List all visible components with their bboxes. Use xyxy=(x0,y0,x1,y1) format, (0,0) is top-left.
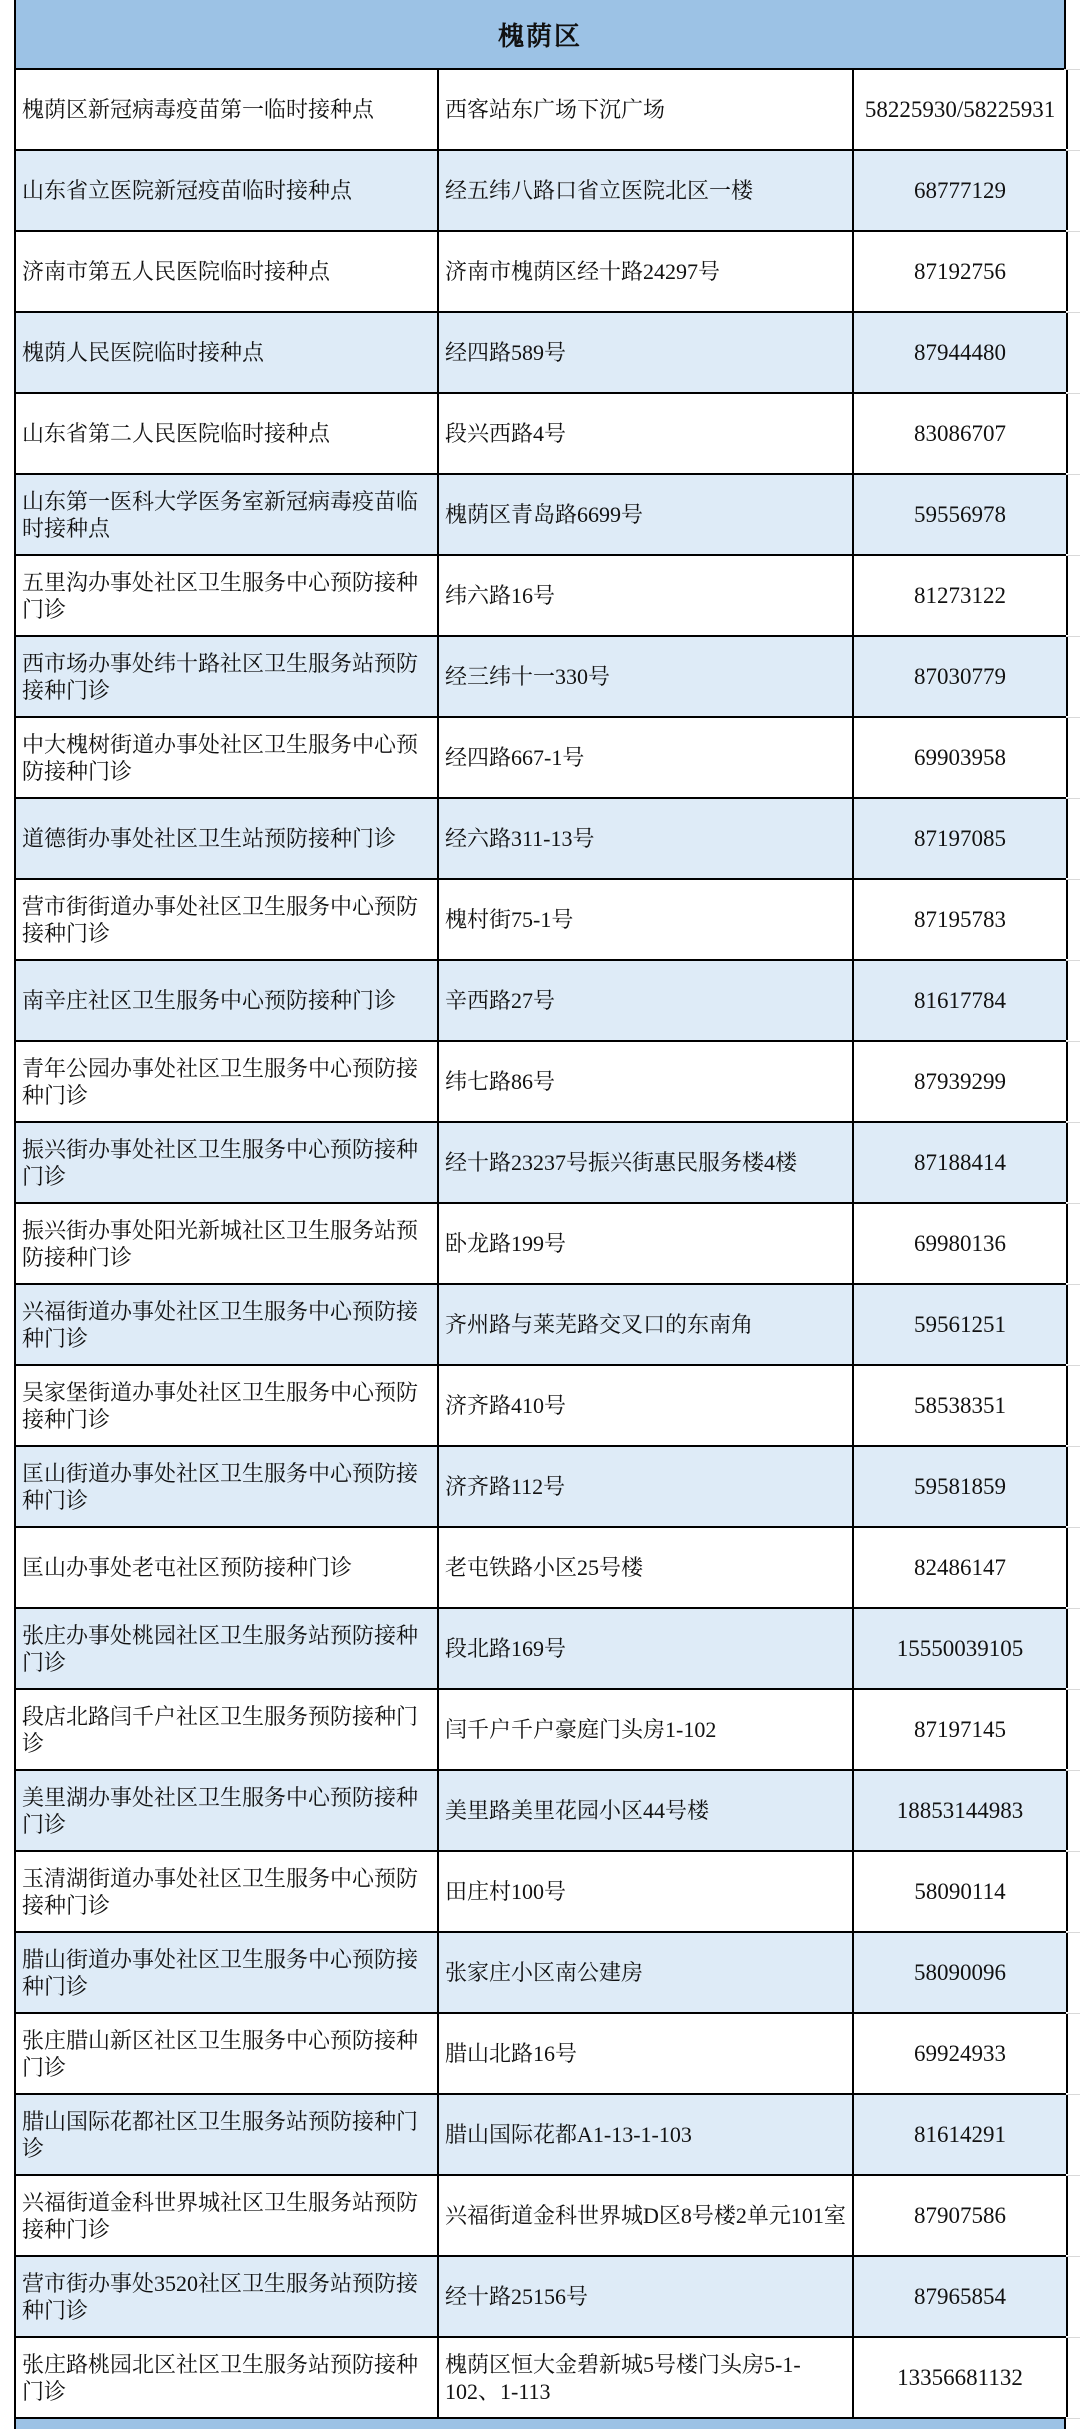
phone-cell xyxy=(854,637,1068,716)
address-cell xyxy=(439,1042,854,1121)
address-cell-text: 经十路25156号 xyxy=(445,2284,589,2309)
phone-cell xyxy=(854,2257,1068,2336)
phone-cell-text: 18853144983 xyxy=(896,1798,1024,1823)
table-row xyxy=(16,475,1066,556)
table-row xyxy=(16,394,1066,475)
site-name-cell xyxy=(16,718,439,797)
site-name-cell xyxy=(16,1933,439,2012)
table-row xyxy=(16,1204,1066,1285)
phone-cell xyxy=(854,1123,1068,1202)
address-cell-text: 张家庄小区南公建房 xyxy=(445,1960,644,1985)
phone-cell-text: 68777129 xyxy=(914,178,1006,203)
site-name-cell xyxy=(16,556,439,635)
phone-cell-text: 87188414 xyxy=(914,1150,1006,1175)
phone-cell-text: 87944480 xyxy=(914,340,1006,365)
address-cell xyxy=(439,1204,854,1283)
site-name-cell-text: 青年公园办事处社区卫生服务中心预防接种门诊 xyxy=(22,1055,419,1108)
address-cell xyxy=(439,2176,854,2255)
phone-cell-text: 15550039105 xyxy=(896,1636,1024,1661)
phone-cell xyxy=(854,1285,1068,1364)
site-name-cell-text: 南辛庄社区卫生服务中心预防接种门诊 xyxy=(22,988,397,1013)
vaccination-sites-table xyxy=(14,0,1066,2429)
site-name-cell-text: 槐荫区新冠病毒疫苗第一临时接种点 xyxy=(22,97,375,122)
table-row xyxy=(16,2095,1066,2176)
address-cell-text: 槐荫区恒大金碧新城5号楼门头房5-1-102、1-113 xyxy=(445,2351,801,2404)
address-cell-text: 经四路589号 xyxy=(445,340,567,365)
site-name-cell xyxy=(16,1852,439,1931)
address-cell xyxy=(439,880,854,959)
site-name-cell xyxy=(16,1690,439,1769)
site-name-cell xyxy=(16,1528,439,1607)
site-name-cell-text: 营市街街道办事处社区卫生服务中心预防接种门诊 xyxy=(22,893,419,946)
address-cell xyxy=(439,394,854,473)
site-name-cell-text: 中大槐树街道办事处社区卫生服务中心预防接种门诊 xyxy=(22,731,419,784)
site-name-cell xyxy=(16,799,439,878)
phone-cell xyxy=(854,556,1068,635)
table-row xyxy=(16,70,1066,151)
phone-cell xyxy=(854,1204,1068,1283)
phone-cell xyxy=(854,1366,1068,1445)
phone-cell xyxy=(854,70,1068,149)
phone-cell-text: 59556978 xyxy=(914,502,1006,527)
address-cell-text: 段兴西路4号 xyxy=(445,421,567,446)
site-name-cell-text: 道德街办事处社区卫生站预防接种门诊 xyxy=(22,826,397,851)
address-cell xyxy=(439,799,854,878)
phone-cell xyxy=(854,961,1068,1040)
site-name-cell xyxy=(16,70,439,149)
phone-cell-text: 87195783 xyxy=(914,907,1006,932)
phone-cell-text: 87192756 xyxy=(914,259,1006,284)
address-cell-text: 经三纬十一330号 xyxy=(445,664,611,689)
table-row xyxy=(16,1285,1066,1366)
phone-cell-text: 69903958 xyxy=(914,745,1006,770)
address-cell xyxy=(439,1852,854,1931)
table-row xyxy=(16,1528,1066,1609)
address-cell-text: 老屯铁路小区25号楼 xyxy=(445,1555,644,1580)
phone-cell-text: 87965854 xyxy=(914,2284,1006,2309)
address-cell xyxy=(439,637,854,716)
phone-cell-text: 13356681132 xyxy=(897,2365,1023,2390)
phone-cell-text: 81617784 xyxy=(914,988,1006,1013)
site-name-cell-text: 济南市第五人民医院临时接种点 xyxy=(22,259,331,284)
address-cell xyxy=(439,1528,854,1607)
table-row xyxy=(16,1771,1066,1852)
site-name-cell xyxy=(16,1609,439,1688)
address-cell-text: 西客站东广场下沉广场 xyxy=(445,97,666,122)
site-name-cell-text: 段店北路闫千户社区卫生服务预防接种门诊 xyxy=(22,1703,419,1756)
phone-cell xyxy=(854,2095,1068,2174)
address-cell xyxy=(439,2095,854,2174)
phone-cell-text: 59561251 xyxy=(914,1312,1006,1337)
phone-cell-text: 69980136 xyxy=(914,1231,1006,1256)
site-name-cell-text: 兴福街道金科世界城社区卫生服务站预防接种门诊 xyxy=(22,2189,419,2242)
site-name-cell-text: 振兴街办事处社区卫生服务中心预防接种门诊 xyxy=(22,1136,419,1189)
phone-cell-text: 81273122 xyxy=(914,583,1006,608)
table-row xyxy=(16,232,1066,313)
site-name-cell xyxy=(16,2014,439,2093)
address-cell xyxy=(439,556,854,635)
phone-cell xyxy=(854,232,1068,311)
phone-cell xyxy=(854,799,1068,878)
table-row xyxy=(16,880,1066,961)
phone-cell-text: 82486147 xyxy=(914,1555,1006,1580)
address-cell-text: 腊山国际花都A1-13-1-103 xyxy=(445,2122,692,2147)
address-cell-text: 经六路311-13号 xyxy=(445,826,595,851)
table-row xyxy=(16,718,1066,799)
table-row xyxy=(16,2338,1066,2419)
address-cell-text: 济南市槐荫区经十路24297号 xyxy=(445,259,721,284)
site-name-cell xyxy=(16,394,439,473)
site-name-cell xyxy=(16,1042,439,1121)
address-cell-text: 段北路169号 xyxy=(445,1636,567,1661)
address-cell-text: 纬六路16号 xyxy=(445,583,556,608)
phone-cell xyxy=(854,1771,1068,1850)
phone-cell xyxy=(854,1609,1068,1688)
site-name-cell-text: 兴福街道办事处社区卫生服务中心预防接种门诊 xyxy=(22,1298,419,1351)
address-cell-text: 纬七路86号 xyxy=(445,1069,556,1094)
site-name-cell xyxy=(16,880,439,959)
address-cell-text: 经四路667-1号 xyxy=(445,745,585,770)
site-name-cell-text: 玉清湖街道办事处社区卫生服务中心预防接种门诊 xyxy=(22,1865,419,1918)
table-row xyxy=(16,313,1066,394)
address-cell-text: 经五纬八路口省立医院北区一楼 xyxy=(445,178,754,203)
phone-cell xyxy=(854,2338,1068,2417)
phone-cell xyxy=(854,1690,1068,1769)
phone-cell-text: 81614291 xyxy=(914,2122,1006,2147)
phone-cell-text: 59581859 xyxy=(914,1474,1006,1499)
address-cell xyxy=(439,1447,854,1526)
phone-cell xyxy=(854,475,1068,554)
site-name-cell-text: 张庄办事处桃园社区卫生服务站预防接种门诊 xyxy=(22,1622,419,1675)
table-row xyxy=(16,1447,1066,1528)
table-row xyxy=(16,2014,1066,2095)
site-name-cell xyxy=(16,1204,439,1283)
site-name-cell-text: 张庄路桃园北区社区卫生服务站预防接种门诊 xyxy=(22,2351,419,2404)
table-row xyxy=(16,637,1066,718)
address-cell-text: 齐州路与莱芜路交叉口的东南角 xyxy=(445,1312,754,1337)
phone-cell xyxy=(854,880,1068,959)
address-cell-text: 腊山北路16号 xyxy=(445,2041,578,2066)
phone-cell xyxy=(854,1042,1068,1121)
site-name-cell-text: 五里沟办事处社区卫生服务中心预防接种门诊 xyxy=(22,569,419,622)
site-name-cell-text: 腊山国际花都社区卫生服务站预防接种门诊 xyxy=(22,2108,419,2161)
site-name-cell xyxy=(16,1366,439,1445)
site-name-cell xyxy=(16,2176,439,2255)
site-name-cell xyxy=(16,313,439,392)
table-row xyxy=(16,151,1066,232)
phone-cell xyxy=(854,394,1068,473)
phone-cell-text: 87907586 xyxy=(914,2203,1006,2228)
phone-cell-text: 69924933 xyxy=(914,2041,1006,2066)
site-name-cell xyxy=(16,475,439,554)
site-name-cell-text: 营市街办事处3520社区卫生服务站预防接种门诊 xyxy=(22,2270,419,2323)
table-row xyxy=(16,1366,1066,1447)
address-cell xyxy=(439,1285,854,1364)
site-name-cell-text: 吴家堡街道办事处社区卫生服务中心预防接种门诊 xyxy=(22,1379,419,1432)
address-cell xyxy=(439,70,854,149)
phone-cell xyxy=(854,313,1068,392)
next-section-header-partial xyxy=(16,2419,1066,2429)
address-cell xyxy=(439,2257,854,2336)
phone-cell xyxy=(854,718,1068,797)
phone-cell-text: 58090114 xyxy=(914,1879,1006,1904)
site-name-cell xyxy=(16,1771,439,1850)
address-cell xyxy=(439,232,854,311)
district-header-row xyxy=(16,0,1066,70)
address-cell xyxy=(439,1933,854,2012)
address-cell-text: 田庄村100号 xyxy=(445,1879,567,1904)
site-name-cell xyxy=(16,961,439,1040)
address-cell xyxy=(439,1690,854,1769)
table-row xyxy=(16,1042,1066,1123)
site-name-cell-text: 张庄腊山新区社区卫生服务中心预防接种门诊 xyxy=(22,2027,419,2080)
phone-cell xyxy=(854,2014,1068,2093)
phone-cell xyxy=(854,1852,1068,1931)
address-cell-text: 闫千户千户豪庭门头房1-102 xyxy=(445,1717,717,1742)
address-cell xyxy=(439,961,854,1040)
address-cell-text: 辛西路27号 xyxy=(445,988,556,1013)
address-cell xyxy=(439,1771,854,1850)
phone-cell xyxy=(854,1933,1068,2012)
site-name-cell-text: 槐荫人民医院临时接种点 xyxy=(22,340,265,365)
phone-cell-text: 87030779 xyxy=(914,664,1006,689)
address-cell xyxy=(439,475,854,554)
district-title: 槐荫区 xyxy=(497,21,582,51)
table-body xyxy=(16,70,1066,2419)
address-cell-text: 卧龙路199号 xyxy=(445,1231,567,1256)
site-name-cell-text: 美里湖办事处社区卫生服务中心预防接种门诊 xyxy=(22,1784,419,1837)
phone-cell-text: 83086707 xyxy=(914,421,1006,446)
site-name-cell xyxy=(16,1285,439,1364)
address-cell xyxy=(439,1366,854,1445)
address-cell-text: 美里路美里花园小区44号楼 xyxy=(445,1798,710,1823)
address-cell xyxy=(439,2338,854,2417)
address-cell xyxy=(439,313,854,392)
site-name-cell-text: 腊山街道办事处社区卫生服务中心预防接种门诊 xyxy=(22,1946,419,1999)
table-row xyxy=(16,2176,1066,2257)
table-row xyxy=(16,1933,1066,2014)
phone-cell-text: 87197145 xyxy=(914,1717,1006,1742)
site-name-cell-text: 山东省立医院新冠疫苗临时接种点 xyxy=(22,178,353,203)
phone-cell xyxy=(854,2176,1068,2255)
phone-cell-text: 58538351 xyxy=(914,1393,1006,1418)
site-name-cell xyxy=(16,1447,439,1526)
site-name-cell xyxy=(16,1123,439,1202)
address-cell-text: 兴福街道金科世界城D区8号楼2单元101室 xyxy=(445,2203,846,2228)
site-name-cell xyxy=(16,2338,439,2417)
site-name-cell-text: 山东省第二人民医院临时接种点 xyxy=(22,421,331,446)
address-cell-text: 济齐路410号 xyxy=(445,1393,567,1418)
site-name-cell-text: 山东第一医科大学医务室新冠病毒疫苗临时接种点 xyxy=(22,488,419,541)
address-cell xyxy=(439,1609,854,1688)
table-row xyxy=(16,961,1066,1042)
phone-cell-text: 58090096 xyxy=(914,1960,1006,1985)
table-row xyxy=(16,556,1066,637)
address-cell-text: 济齐路112号 xyxy=(445,1474,566,1499)
site-name-cell xyxy=(16,2257,439,2336)
phone-cell xyxy=(854,1528,1068,1607)
site-name-cell xyxy=(16,637,439,716)
phone-cell-text: 87197085 xyxy=(914,826,1006,851)
site-name-cell-text: 振兴街办事处阳光新城社区卫生服务站预防接种门诊 xyxy=(22,1217,419,1270)
address-cell xyxy=(439,1123,854,1202)
address-cell-text: 槐荫区青岛路6699号 xyxy=(445,502,644,527)
phone-cell xyxy=(854,1447,1068,1526)
address-cell xyxy=(439,718,854,797)
table-row xyxy=(16,799,1066,880)
address-cell xyxy=(439,2014,854,2093)
phone-cell-text: 58225930/58225931 xyxy=(864,97,1056,122)
site-name-cell xyxy=(16,232,439,311)
table-row xyxy=(16,2257,1066,2338)
table-row xyxy=(16,1852,1066,1933)
table-row xyxy=(16,1123,1066,1204)
table-row xyxy=(16,1609,1066,1690)
phone-cell xyxy=(854,151,1068,230)
address-cell xyxy=(439,151,854,230)
site-name-cell xyxy=(16,151,439,230)
site-name-cell xyxy=(16,2095,439,2174)
site-name-cell-text: 西市场办事处纬十路社区卫生服务站预防接种门诊 xyxy=(22,650,419,703)
site-name-cell-text: 匡山街道办事处社区卫生服务中心预防接种门诊 xyxy=(22,1460,419,1513)
site-name-cell-text: 匡山办事处老屯社区预防接种门诊 xyxy=(22,1555,353,1580)
table-row xyxy=(16,1690,1066,1771)
phone-cell-text: 87939299 xyxy=(914,1069,1006,1094)
address-cell-text: 经十路23237号振兴街惠民服务楼4楼 xyxy=(445,1150,798,1175)
address-cell-text: 槐村街75-1号 xyxy=(445,907,574,932)
